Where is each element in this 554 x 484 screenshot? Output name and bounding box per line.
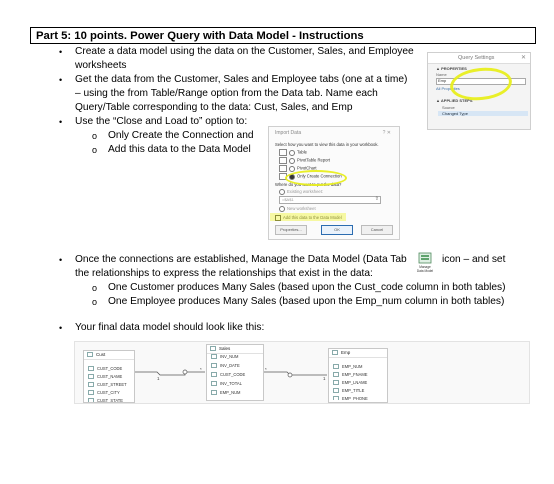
field[interactable]: EMP_TITLE — [333, 388, 364, 393]
many-marker: * — [265, 367, 267, 372]
bullet-3-line-1: Use the “Close and Load to” option to: — [75, 116, 248, 127]
bullet-4-sub-1: One Customer produces Many Sales (based upon the Cust_code column in both tables) — [108, 282, 506, 293]
field[interactable]: CUST_NAME — [88, 374, 122, 379]
pivot-chart-icon — [279, 165, 287, 172]
field-icon — [88, 390, 94, 395]
pivot-table-icon — [279, 157, 287, 164]
field-icon — [211, 372, 217, 377]
bullet-glyph: • — [59, 255, 63, 265]
option-only-connection[interactable]: Only Create Connection — [279, 173, 342, 180]
relationship-lines — [75, 342, 529, 403]
svg-text:Data Model: Data Model — [416, 269, 434, 273]
bullet-2-line-1: Get the data from the Customer, Sales and Employee tabs (one at a time) — [75, 74, 408, 85]
applied-step[interactable]: Source — [442, 105, 455, 110]
ok-button[interactable]: OK — [321, 225, 353, 235]
field[interactable]: CUST_CODE — [88, 366, 122, 371]
manage-data-model-icon — [414, 252, 436, 274]
field[interactable]: CUST_STREET — [88, 382, 127, 387]
radio-icon — [289, 158, 295, 164]
field[interactable]: EMP_NUM — [211, 390, 240, 395]
data-model-diagram — [74, 341, 530, 404]
applied-steps-heading: ▲ APPLIED STEPS — [436, 98, 473, 103]
bullet-4-line-1a: Once the connections are established, Manage the Data Model (Data Tab — [75, 254, 407, 265]
field[interactable]: CUST_CODE — [211, 372, 245, 377]
svg-text:Manage: Manage — [419, 265, 431, 269]
field[interactable]: EMP_PHONE — [333, 396, 368, 400]
bullet-glyph: • — [59, 75, 63, 85]
option-new-worksheet[interactable]: New worksheet — [279, 206, 316, 212]
radio-icon — [279, 206, 285, 212]
sub-bullet-glyph: o — [92, 283, 98, 293]
bullet-glyph: • — [59, 117, 63, 127]
field[interactable]: EMP_FNAME — [333, 372, 367, 377]
field-icon — [333, 372, 339, 377]
view-prompt: Select how you want to view this data in your workbook. — [275, 142, 379, 147]
bullet-2-line-2: – using the from Table/Range option from the Data tab. Name each — [75, 88, 378, 99]
field-icon — [211, 363, 217, 368]
table-header: Cust — [84, 351, 134, 360]
sub-bullet-glyph: o — [92, 145, 98, 155]
radio-icon — [289, 150, 295, 156]
dialog-controls[interactable]: ? ✕ — [382, 130, 391, 136]
highlight-marker — [270, 213, 346, 221]
option-existing-worksheet[interactable]: Existing worksheet: — [279, 189, 323, 195]
query-settings-title: Query Settings — [458, 55, 495, 61]
field-icon — [211, 354, 217, 359]
bullet-glyph: • — [59, 323, 63, 333]
bullet-4-line-1b: icon – and set — [442, 254, 506, 265]
name-label: Name — [436, 72, 447, 77]
field-icon — [88, 366, 94, 371]
range-picker-icon[interactable]: ⇧ — [374, 196, 379, 202]
table-header: Sales — [207, 345, 263, 354]
option-table[interactable]: Table — [279, 149, 307, 156]
highlight-circle — [285, 170, 347, 186]
cell-reference-input[interactable]: =$A$1 ⇧ — [279, 196, 381, 204]
name-value: Emp — [438, 78, 447, 83]
table-icon — [332, 350, 338, 355]
field[interactable]: INV_NUM — [211, 354, 238, 359]
many-marker: * — [200, 367, 202, 372]
sub-bullet-glyph: o — [92, 297, 98, 307]
properties-heading: ▲ PROPERTIES — [436, 66, 467, 71]
table-icon — [210, 346, 216, 351]
bullet-4-line-2: the relationships to express the relationships that exist in the data: — [75, 268, 373, 279]
all-properties-link[interactable]: All Properties — [436, 86, 460, 91]
field[interactable]: EMP_NUM — [333, 364, 362, 369]
bullet-1-line-2: worksheets — [75, 60, 127, 71]
table-header: Emp — [329, 349, 387, 358]
field[interactable]: INV_TOTAL — [211, 381, 242, 386]
bullet-3-sub-2: Add this data to the Data Model — [108, 144, 251, 155]
bullet-3-sub-1: Only Create the Connection and — [108, 130, 254, 141]
one-marker: 1 — [323, 376, 326, 381]
bullet-4-sub-2: One Employee produces Many Sales (based upon the Emp_num column in both tables) — [108, 296, 505, 307]
applied-step[interactable]: Changed Type — [438, 111, 528, 116]
one-marker: 1 — [157, 376, 160, 381]
field-icon — [333, 364, 339, 369]
section-title: Part 5: 10 points. Power Query with Data Model - Instructions — [30, 27, 536, 44]
field[interactable]: CUST_CITY — [88, 390, 120, 395]
bullet-1-line-1: Create a data model using the data on the Customer, Sales, and Employee — [75, 46, 414, 57]
field[interactable]: CUST_STATE — [88, 398, 123, 402]
field[interactable]: EMP_LNAME — [333, 380, 367, 385]
field-icon — [88, 382, 94, 387]
bullet-2-line-3: Query/Table corresponding to the data: Cust, Sales, and Emp — [75, 102, 353, 113]
field-icon — [211, 390, 217, 395]
bullet-5-line-1: Your final data model should look like this: — [75, 322, 265, 333]
field-icon — [333, 388, 339, 393]
field-icon — [88, 374, 94, 379]
option-pivot-chart[interactable]: PivotChart — [279, 165, 317, 172]
bullet-glyph: • — [59, 47, 63, 57]
cancel-button[interactable]: Cancel — [361, 225, 393, 235]
field-icon — [211, 381, 217, 386]
close-icon[interactable]: ✕ — [520, 55, 526, 61]
option-pivot-table[interactable]: PivotTable Report — [279, 157, 330, 164]
where-prompt: Where do you want to put the data? — [275, 182, 342, 187]
table-cust[interactable] — [83, 350, 135, 403]
table-emp[interactable] — [328, 348, 388, 403]
field[interactable]: INV_DATE — [211, 363, 240, 368]
query-settings-header — [428, 53, 530, 64]
table-icon — [279, 149, 287, 156]
table-sales[interactable] — [206, 344, 264, 401]
field-icon — [88, 398, 94, 402]
sub-bullet-glyph: o — [92, 131, 98, 141]
properties-button[interactable]: Properties... — [275, 225, 307, 235]
table-icon — [87, 352, 93, 357]
dialog-title: Import Data — [275, 130, 302, 136]
radio-icon — [279, 189, 285, 195]
field-icon — [333, 380, 339, 385]
field-icon — [333, 396, 339, 400]
radio-icon — [289, 166, 295, 172]
